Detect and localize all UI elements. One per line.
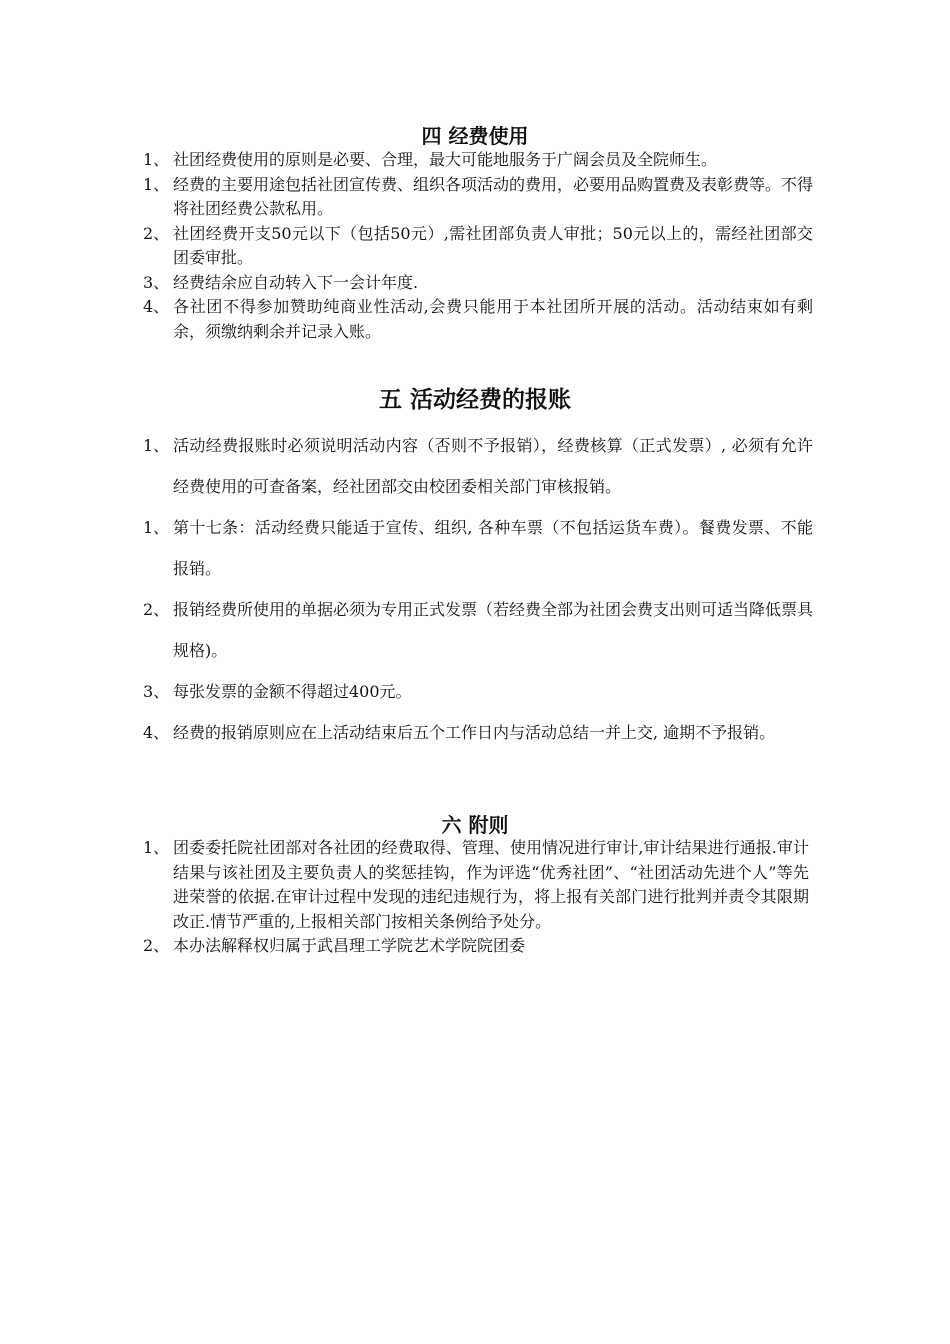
item-text: 各社团不得参加赞助纯商业性活动,会费只能用于本社团所开展的活动。活动结束如有剩余，须缴纳剩余并记录入账。 [173,297,813,341]
item-number: 1、 [143,436,170,455]
item-text: 团委委托院社团部对各社团的经费取得、管理、使用情况进行审计,审计结果进行通报.审计结果与该社团及主要负责人的奖惩挂钩，作为评选“优秀社团”、“社团活动先进个人”等先进荣誉的依据.在审计过程中发现的违纪违规行为，将上报有关部门进行批判并责令其限期改正.情节严重的,上报相关部门按相关条例给予处分。 [173,838,809,931]
item-number: 1、 [143,174,170,194]
list-item [0,295,950,344]
item-text: 经费的报销原则应在上活动结束后五个工作日内与活动总结一并上交, 逾期不予报销。 [173,723,776,742]
list-item [0,712,950,753]
item-number: 1、 [143,518,170,537]
item-number: 3、 [143,272,170,292]
list-item [0,148,950,173]
section-4-list [0,148,950,344]
section-6-list [0,836,950,959]
section-4-title: 四 经费使用 [421,124,529,148]
list-item [0,934,950,959]
list-item [0,589,950,671]
item-text: 经费的主要用途包括社团宣传费、组织各项活动的费用，必要用品购置费及表彰费等。不得将社团经费公款私用。 [173,174,814,218]
item-number: 2、 [143,936,170,955]
list-item [0,222,950,271]
item-number: 2、 [143,223,170,243]
item-text: 活动经费报账时必须说明活动内容（否则不予报销），经费核算（正式发票）, 必须有允许经费使用的可查备案，经社团部交由校团委相关部门审核报销。 [173,436,813,496]
item-number: 3、 [143,682,170,701]
item-text: 本办法解释权归属于武昌理工学院艺术学院院团委 [173,936,526,955]
item-number: 4、 [143,297,170,316]
section-6-title: 六 附则 [441,813,509,837]
item-number: 2、 [143,600,170,619]
item-text: 第十七条：活动经费只能适于宣传、组织, 各种车票（不包括运货车费）。餐费发票、不能报销。 [173,518,813,578]
item-text: 每张发票的金额不得超过400元。 [173,682,412,701]
item-number: 4、 [143,723,170,742]
list-item [0,271,950,296]
item-text: 社团经费开支50元以下（包括50元）,需社团部负责人审批；50元以上的，需经社团部交团委审批。 [173,223,813,267]
section-5-list [0,425,950,753]
list-item [0,671,950,712]
item-text: 社团经费使用的原则是必要、合理，最大可能地服务于广阔会员及全院师生。 [173,150,718,169]
list-item [0,507,950,589]
list-item [0,425,950,507]
list-item [0,173,950,222]
item-text: 报销经费所使用的单据必须为专用正式发票（若经费全部为社团会费支出则可适当降低票具规格)。 [173,600,814,660]
section-5-title: 五 活动经费的报账 [378,386,571,413]
item-number: 1、 [143,150,170,169]
item-text: 经费结余应自动转入下一会计年度. [173,272,419,292]
list-item [0,836,950,934]
item-number: 1、 [143,838,170,857]
